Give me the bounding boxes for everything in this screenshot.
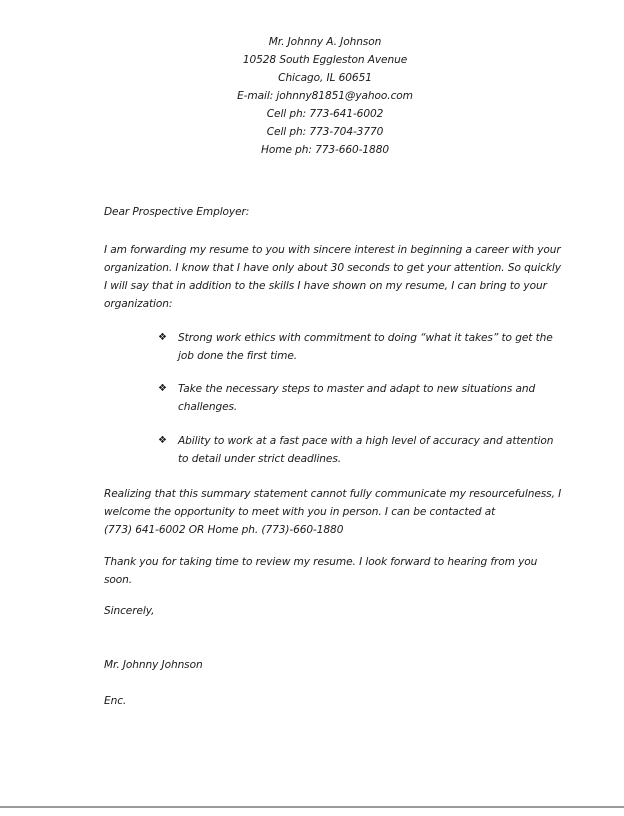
bullet-line: job done the first time. <box>178 350 298 362</box>
bullet-line: Take the necessary steps to master and adapt to new situations and <box>178 383 536 395</box>
bullet-line: to detail under strict deadlines. <box>178 453 342 465</box>
closing-line: (773) 641-6002 OR Home ph. (773)-660-1880 <box>104 524 344 536</box>
thanks-line: soon. <box>104 574 133 586</box>
diamond-bullet-icon: ❖ <box>158 383 167 394</box>
sender-cell-1: Cell ph: 773-641-6002 <box>266 108 384 120</box>
sender-home-phone: Home ph: 773-660-1880 <box>261 144 389 156</box>
enclosure <box>104 692 544 710</box>
closing-paragraph <box>104 485 562 539</box>
signature <box>104 656 544 674</box>
signature-text: Mr. Johnny Johnson <box>104 659 203 671</box>
intro-paragraph <box>104 241 561 313</box>
intro-line: organization. I know that I have only about 30 seconds to get your attention. So quickly <box>104 262 561 274</box>
diamond-bullet-icon: ❖ <box>158 332 167 343</box>
diamond-bullet-icon: ❖ <box>158 435 167 446</box>
intro-line: organization: <box>104 298 173 310</box>
thanks-paragraph <box>104 553 544 589</box>
enclosure-text: Enc. <box>104 695 127 707</box>
bullet-line: challenges. <box>178 401 238 413</box>
sender-name: Mr. Johnny A. Johnson <box>268 36 382 48</box>
salutation <box>104 203 544 221</box>
signoff-text: Sincerely, <box>104 605 155 617</box>
salutation-text: Dear Prospective Employer: <box>104 206 250 218</box>
intro-line: I am forwarding my resume to you with sincere interest in beginning a career with your <box>104 244 561 256</box>
sender-city: Chicago, IL 60651 <box>278 72 372 84</box>
sender-email: E-mail: johnny81851@yahoo.com <box>237 90 413 102</box>
signoff <box>104 602 544 620</box>
bullet-line: Strong work ethics with commitment to doing “what it takes” to get the <box>178 332 553 344</box>
closing-line: welcome the opportunity to meet with you in person. I can be contacted at <box>104 506 496 518</box>
letterhead <box>150 33 500 159</box>
sender-cell-2: Cell ph: 773-704-3770 <box>266 126 384 138</box>
thanks-line: Thank you for taking time to review my resume. I look forward to hearing from you <box>104 556 538 568</box>
bullet-line: Ability to work at a fast pace with a high level of accuracy and attention <box>178 435 554 447</box>
intro-line: I will say that in addition to the skills I have shown on my resume, I can bring to your <box>104 280 547 292</box>
closing-line: Realizing that this summary statement cannot fully communicate my resourcefulness, I <box>104 488 562 500</box>
sender-street: 10528 South Eggleston Avenue <box>242 54 408 66</box>
scan-edge-divider <box>0 806 624 808</box>
